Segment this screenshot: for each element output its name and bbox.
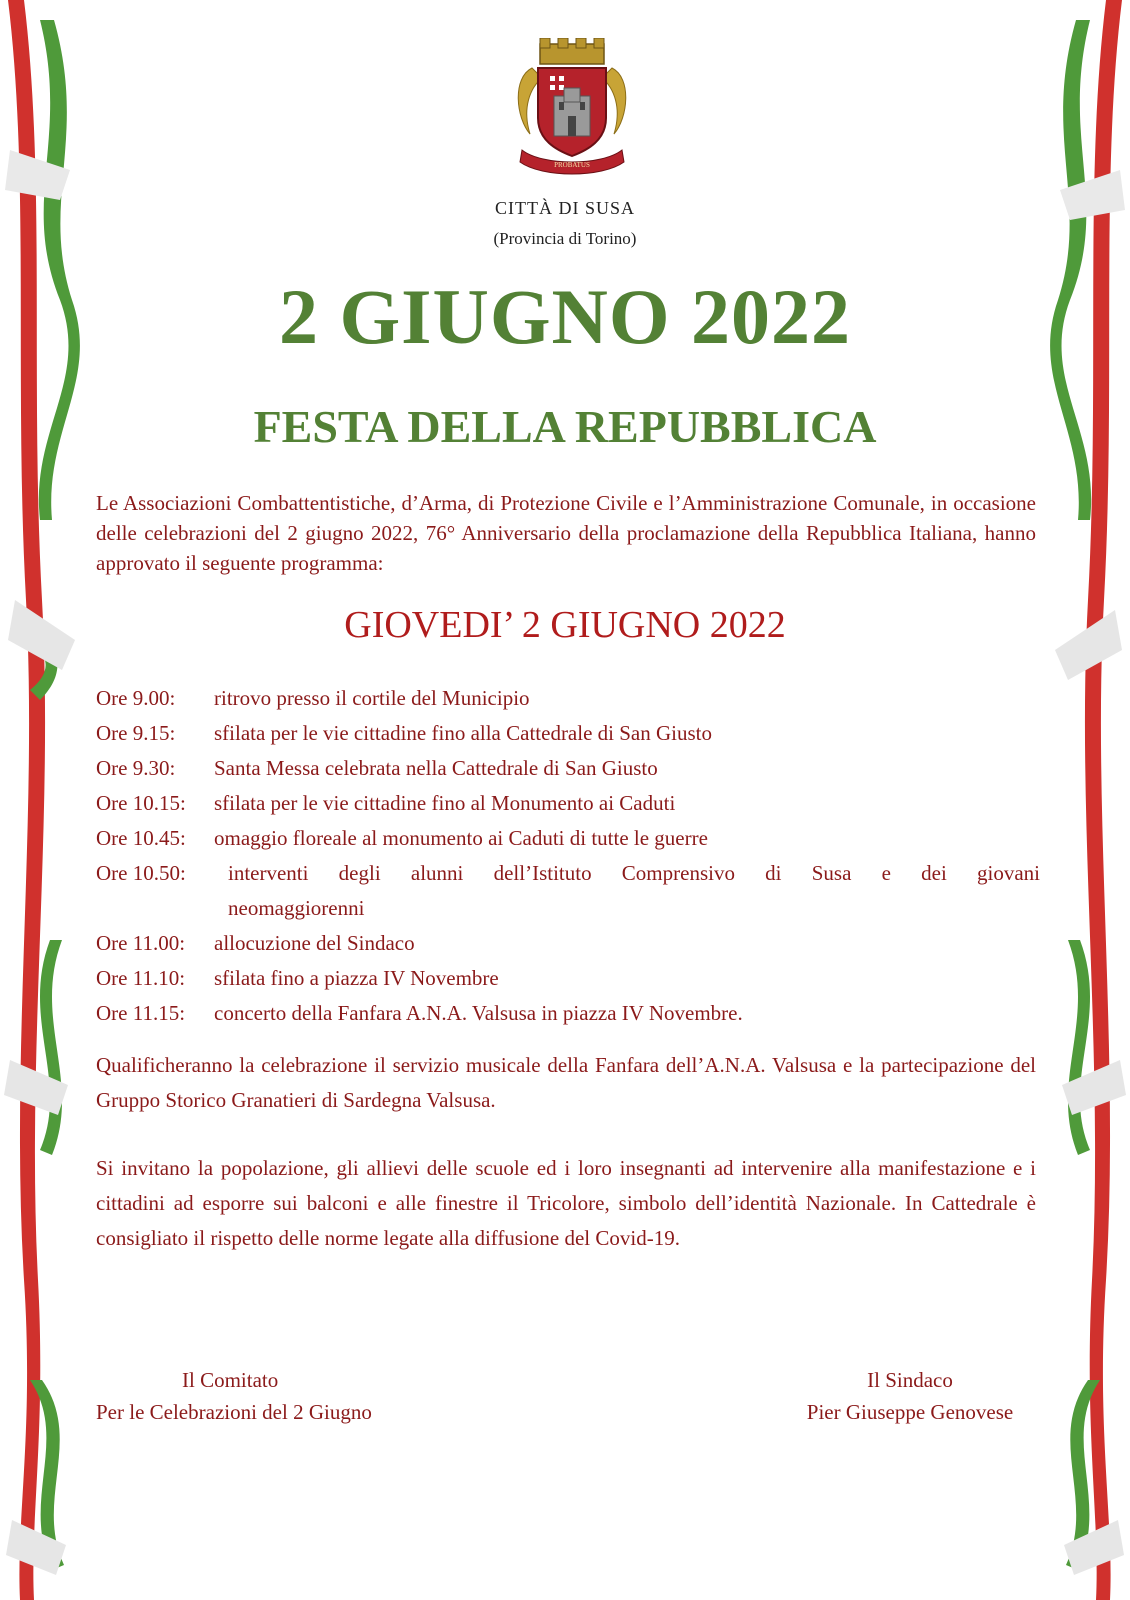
program-time: Ore 11.00: — [96, 931, 186, 955]
intro-paragraph: Le Associazioni Combattentistiche, d’Arma, di Protezione Civile e l’Amministrazione Comunale, in occasione delle celebrazioni del 2 giugno 2022, 76° Anniversario della proclamazione della Repubblica Italiana, hanno approvato il seguente programma: — [96, 491, 1036, 575]
program-description-continuation: neomaggiorenni — [228, 896, 365, 920]
city-coat-of-arms-logo — [512, 38, 632, 178]
mayor-signature-title: Il Sindaco — [867, 1368, 953, 1392]
program-item — [96, 858, 1040, 893]
committee-signature-subtitle: Per le Celebrazioni del 2 Giugno — [96, 1400, 372, 1424]
program-description: sfilata fino a piazza IV Novembre — [214, 966, 499, 990]
program-time: Ore 9.15: — [96, 721, 176, 745]
program-item — [96, 998, 1040, 1033]
program-time: Ore 9.00: — [96, 686, 176, 710]
program-time: Ore 11.15: — [96, 1001, 186, 1025]
program-day-heading: GIOVEDI’ 2 GIUGNO 2022 — [344, 604, 786, 646]
program-description: ritrovo presso il cortile del Municipio — [214, 686, 530, 710]
crest-motto-text: PROBATUS — [554, 161, 590, 169]
committee-signature — [96, 1365, 456, 1429]
program-description: omaggio floreale al monumento ai Caduti di tutte le guerre — [214, 826, 708, 850]
program-schedule — [96, 683, 1040, 1033]
program-item — [96, 823, 1040, 858]
city-name: CITTÀ DI SUSA — [494, 198, 635, 218]
invitation-paragraph: Si invitano la popolazione, gli allievi delle scuole ed i loro insegnanti ad intervenire alla manifestazione e i cittadini ad esporre sui balconi e alle finestre il Tricolore, simbolo dell’identità Nazionale. In Cattedrale è consigliato il rispetto delle norme legate alla diffusione del Covid-19. — [96, 1156, 1036, 1250]
program-time: Ore 10.50: — [96, 861, 186, 885]
program-time: Ore 9.30: — [96, 756, 176, 780]
page-subtitle: FESTA DELLA REPUBBLICA — [253, 401, 877, 452]
program-description: sfilata per le vie cittadine fino alla Cattedrale di San Giusto — [214, 721, 713, 745]
program-time: Ore 10.15: — [96, 791, 186, 815]
music-paragraph: Qualificheranno la celebrazione il servizio musicale della Fanfara dell’A.N.A. Valsusa e la partecipazione del Gruppo Storico Granatieri di Sardegna Valsusa. — [96, 1053, 1036, 1112]
program-time: Ore 11.10: — [96, 966, 186, 990]
program-description: Santa Messa celebrata nella Cattedrale di San Giusto — [214, 756, 658, 780]
province-name: (Provincia di Torino) — [493, 229, 637, 248]
program-description: allocuzione del Sindaco — [214, 931, 415, 955]
program-item — [96, 683, 1040, 718]
program-description: interventi degli alunni dell’Istituto Comprensivo di Susa e dei giovani — [228, 861, 1040, 885]
program-item — [96, 753, 1040, 788]
program-description: sfilata per le vie cittadine fino al Monumento ai Caduti — [214, 791, 676, 815]
mayor-signature-name: Pier Giuseppe Genovese — [806, 1400, 1014, 1424]
program-description: concerto della Fanfara A.N.A. Valsusa in piazza IV Novembre. — [214, 1001, 743, 1025]
program-item — [96, 963, 1040, 998]
page-title: 2 GIUGNO 2022 — [278, 273, 852, 360]
program-item — [96, 718, 1040, 753]
program-item — [96, 928, 1040, 963]
committee-signature-title: Il Comitato — [182, 1368, 279, 1392]
program-time: Ore 10.45: — [96, 826, 186, 850]
program-item — [96, 788, 1040, 823]
mayor-signature — [770, 1365, 1050, 1429]
